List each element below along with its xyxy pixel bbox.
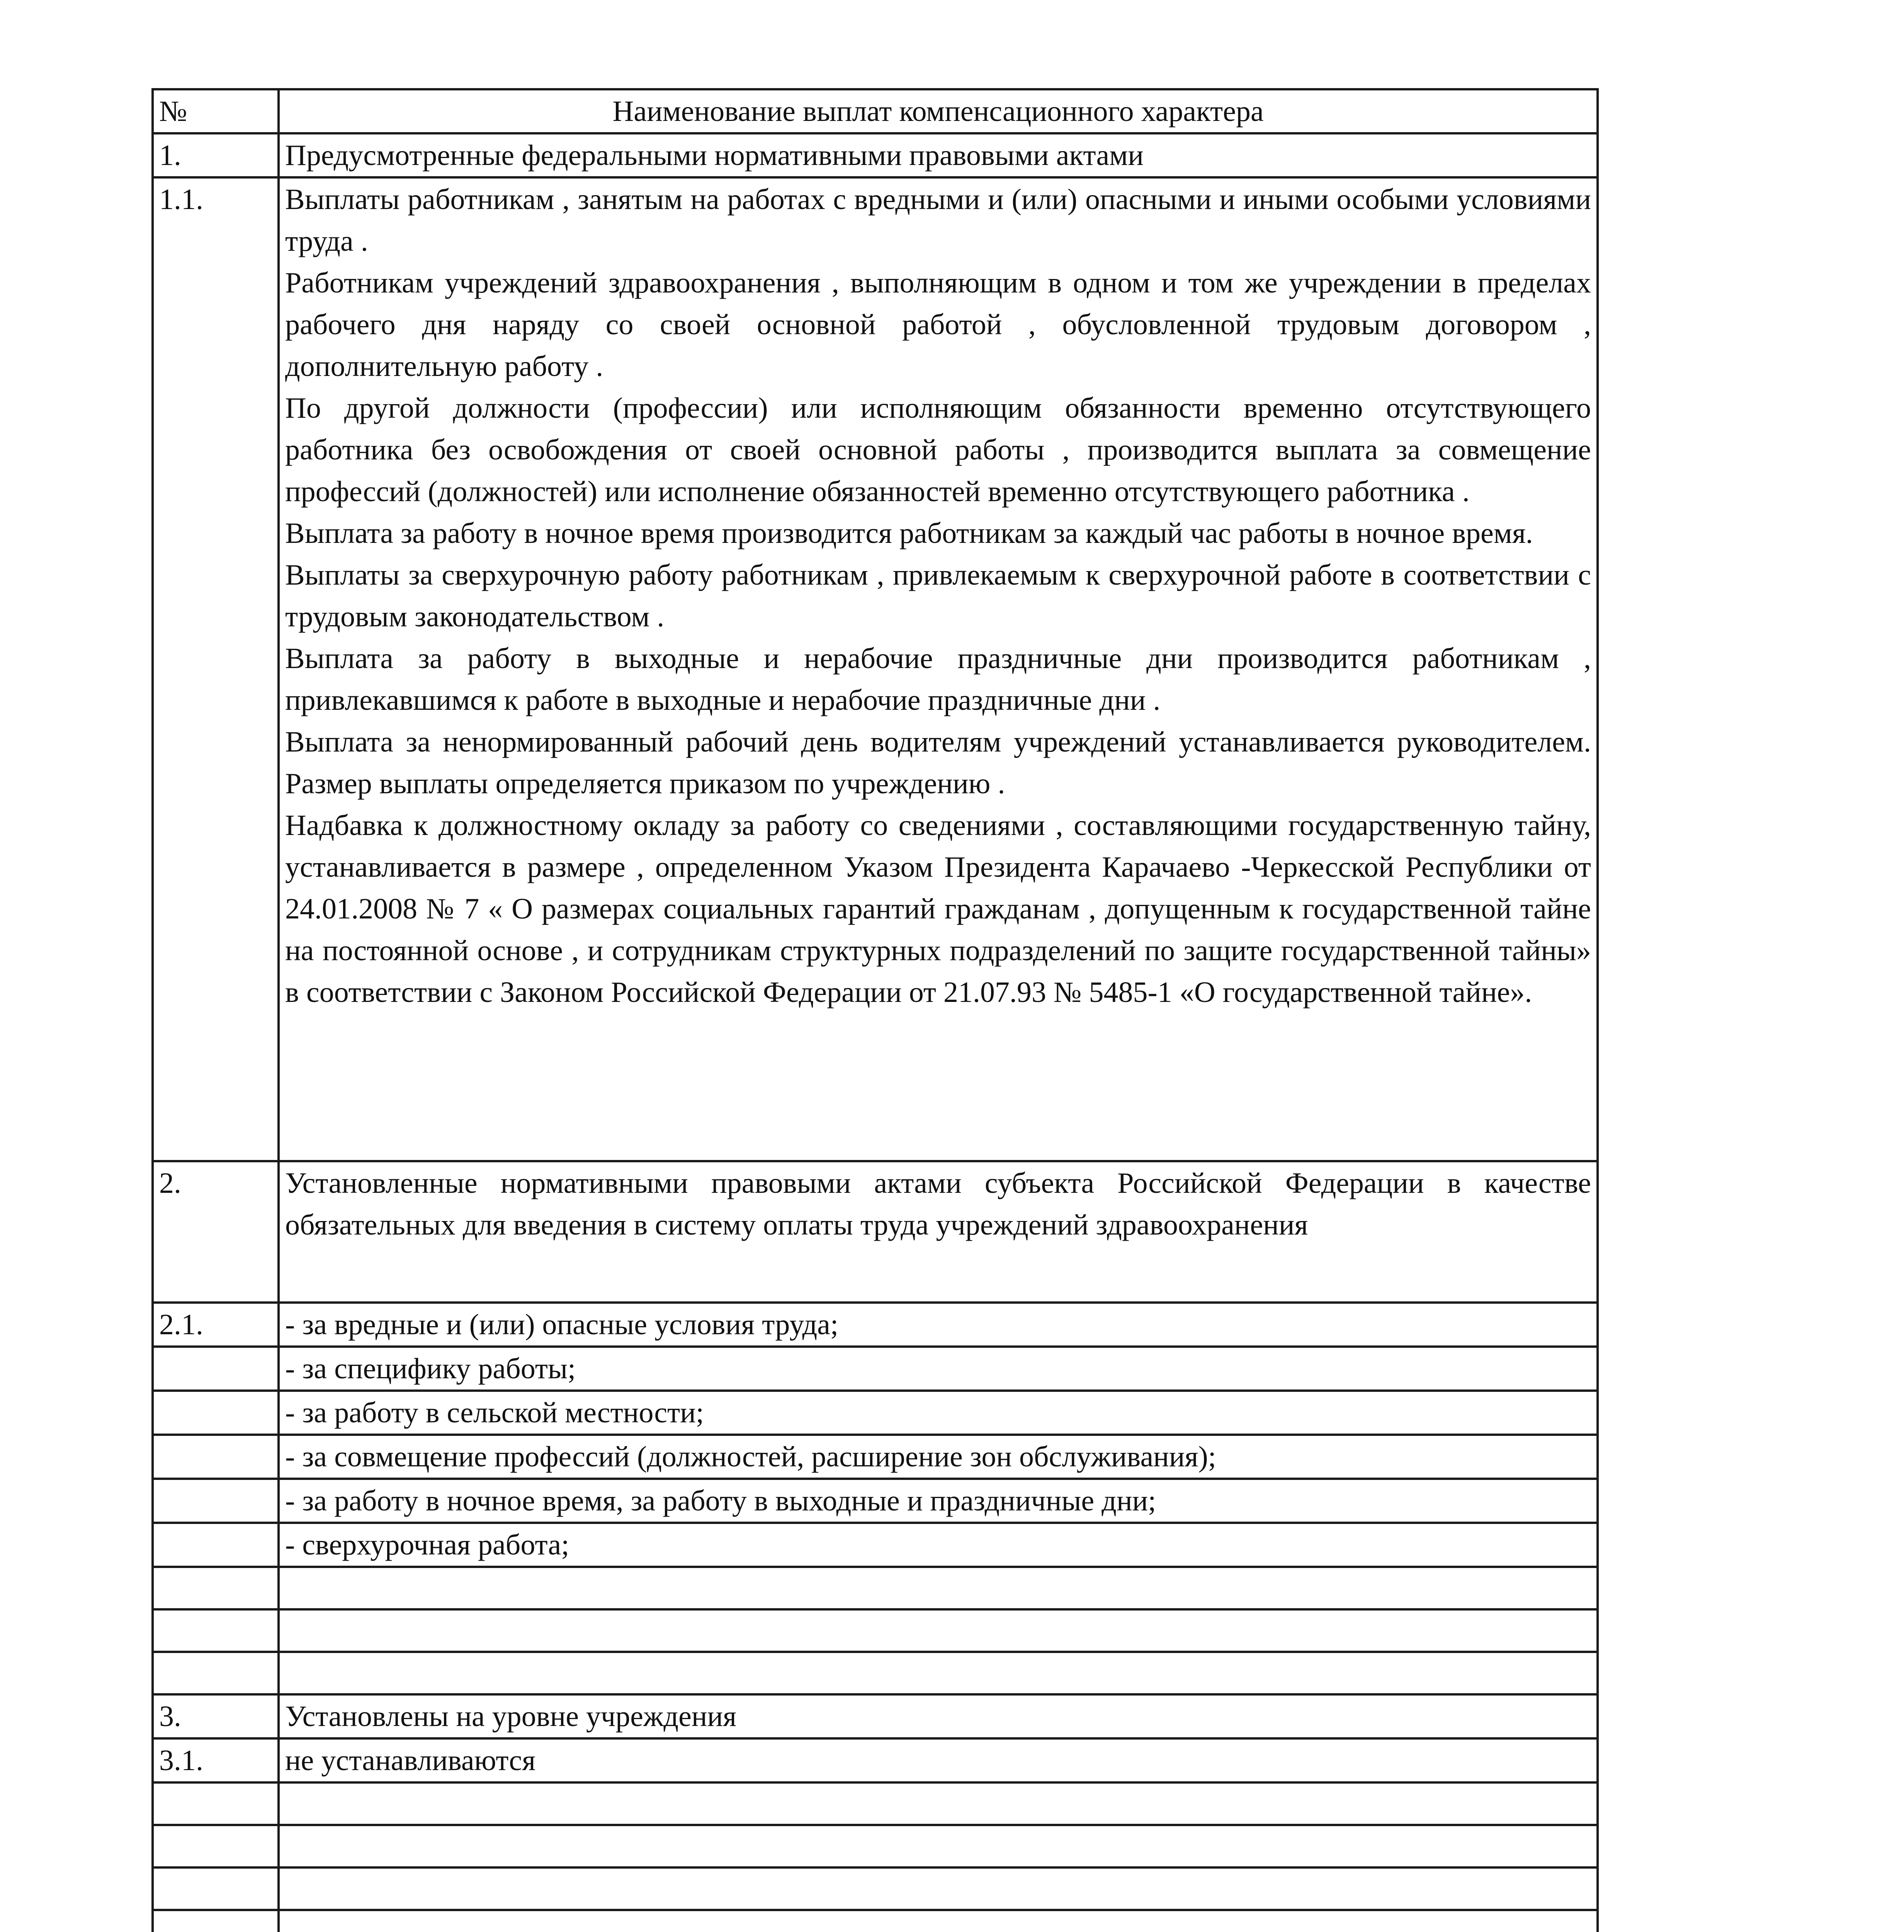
table-row bbox=[153, 177, 1598, 1161]
table-row bbox=[153, 1567, 1598, 1609]
row-number-2-1: 2.1. bbox=[153, 1303, 279, 1347]
empty-cell bbox=[279, 1652, 1598, 1694]
paragraph: Выплаты работникам , занятым на работах с вредными и (или) опасными и иными особыми условиями труда . bbox=[285, 183, 1591, 257]
row-number-empty bbox=[153, 1347, 279, 1391]
empty-cell bbox=[153, 1567, 279, 1609]
header-number-cell: № bbox=[153, 89, 279, 133]
table-row bbox=[153, 1652, 1598, 1694]
list-item: - за работу в сельской местности; bbox=[279, 1391, 1598, 1435]
empty-cell bbox=[279, 1867, 1598, 1910]
paragraph: Работникам учреждений здравоохранения , выполняющим в одном и том же учреждении в пределах рабочего дня наряду со своей основной работой , обусловленной трудовым договором , дополнительную работу . bbox=[285, 267, 1591, 383]
row-number-3: 3. bbox=[153, 1694, 279, 1738]
empty-cell bbox=[153, 1782, 279, 1825]
table-row bbox=[153, 1694, 1598, 1738]
paragraph: Надбавка к должностному окладу за работу со сведениями , составляющими государственную тайну, устанавливается в размере , определенном Указом Президента Карачаево -Черкесской Республики от 24.01.2008 № 7 « О размерах социальных гарантий гражданам , допущенным к государственной тайне на постоянной основе , и сотрудникам структурных подразделений по защите государственной тайны» в соответствии с Законом Российской Федерации от 21.07.93 № 5485-1 «О государственной тайне». bbox=[285, 809, 1591, 1009]
table-row bbox=[153, 133, 1598, 177]
empty-cell bbox=[153, 1910, 279, 1932]
table-row bbox=[153, 1347, 1598, 1391]
row-text-1-1 bbox=[279, 177, 1598, 1161]
empty-cell bbox=[153, 1609, 279, 1652]
compensation-payments-table bbox=[151, 88, 1599, 1932]
empty-cell bbox=[279, 1782, 1598, 1825]
empty-cell bbox=[153, 1652, 279, 1694]
list-item: - за работу в ночное время, за работу в выходные и праздничные дни; bbox=[279, 1479, 1598, 1523]
paragraph: Выплаты за сверхурочную работу работникам , привлекаемым к сверхурочной работе в соответствии с трудовым законодательством . bbox=[285, 559, 1591, 633]
table-row bbox=[153, 1910, 1598, 1932]
table-row bbox=[153, 1825, 1598, 1867]
row-number-empty bbox=[153, 1435, 279, 1479]
paragraph: Выплата за ненормированный рабочий день водителям учреждений устанавливается руководителем. Размер выплаты определяется приказом по учреждению . bbox=[285, 726, 1591, 800]
list-item: - за вредные и (или) опасные условия труда; bbox=[279, 1303, 1598, 1347]
table-row bbox=[153, 1738, 1598, 1782]
row-number-3-1: 3.1. bbox=[153, 1738, 279, 1782]
table-row bbox=[153, 1867, 1598, 1910]
table-header-row bbox=[153, 89, 1598, 133]
row-number-2: 2. bbox=[153, 1161, 279, 1303]
empty-cell bbox=[279, 1910, 1598, 1932]
row-text-3-1: не устанавливаются bbox=[279, 1738, 1598, 1782]
table-row bbox=[153, 1435, 1598, 1479]
list-item: - за совмещение профессий (должностей, расширение зон обслуживания); bbox=[279, 1435, 1598, 1479]
paragraph: По другой должности (профессии) или исполняющим обязанности временно отсутствующего работника без освобождения от своей основной работы , производится выплата за совмещение профессий (должностей) или исполнение обязанностей временно отсутствующего работника . bbox=[285, 392, 1591, 508]
table-row bbox=[153, 1609, 1598, 1652]
paragraph: Выплата за работу в ночное время производится работникам за каждый час работы в ночное время. bbox=[285, 517, 1533, 549]
row-text-2: Установленные нормативными правовыми актами субъекта Российской Федерации в качестве обязательных для введения в систему оплаты труда учреждений здравоохранения bbox=[279, 1161, 1598, 1303]
row-number-empty bbox=[153, 1391, 279, 1435]
table-row bbox=[153, 1523, 1598, 1567]
row-number-1-1: 1.1. bbox=[153, 177, 279, 1161]
row-text-1: Предусмотренные федеральными нормативными правовыми актами bbox=[279, 133, 1598, 177]
table-row bbox=[153, 1782, 1598, 1825]
empty-cell bbox=[279, 1567, 1598, 1609]
row-number-empty bbox=[153, 1523, 279, 1567]
table-row bbox=[153, 1479, 1598, 1523]
row-text-3: Установлены на уровне учреждения bbox=[279, 1694, 1598, 1738]
header-title-cell: Наименование выплат компенсационного характера bbox=[279, 89, 1598, 133]
table-row bbox=[153, 1303, 1598, 1347]
row-number-1: 1. bbox=[153, 133, 279, 177]
empty-cell bbox=[153, 1825, 279, 1867]
list-item: - сверхурочная работа; bbox=[279, 1523, 1598, 1567]
empty-cell bbox=[153, 1867, 279, 1910]
paragraph: Выплата за работу в выходные и нерабочие праздничные дни производится работникам , привлекавшимся к работе в выходные и нерабочие праздничные дни . bbox=[285, 642, 1591, 716]
empty-cell bbox=[279, 1825, 1598, 1867]
list-item: - за специфику работы; bbox=[279, 1347, 1598, 1391]
table-row bbox=[153, 1161, 1598, 1303]
empty-cell bbox=[279, 1609, 1598, 1652]
table-row bbox=[153, 1391, 1598, 1435]
row-number-empty bbox=[153, 1479, 279, 1523]
